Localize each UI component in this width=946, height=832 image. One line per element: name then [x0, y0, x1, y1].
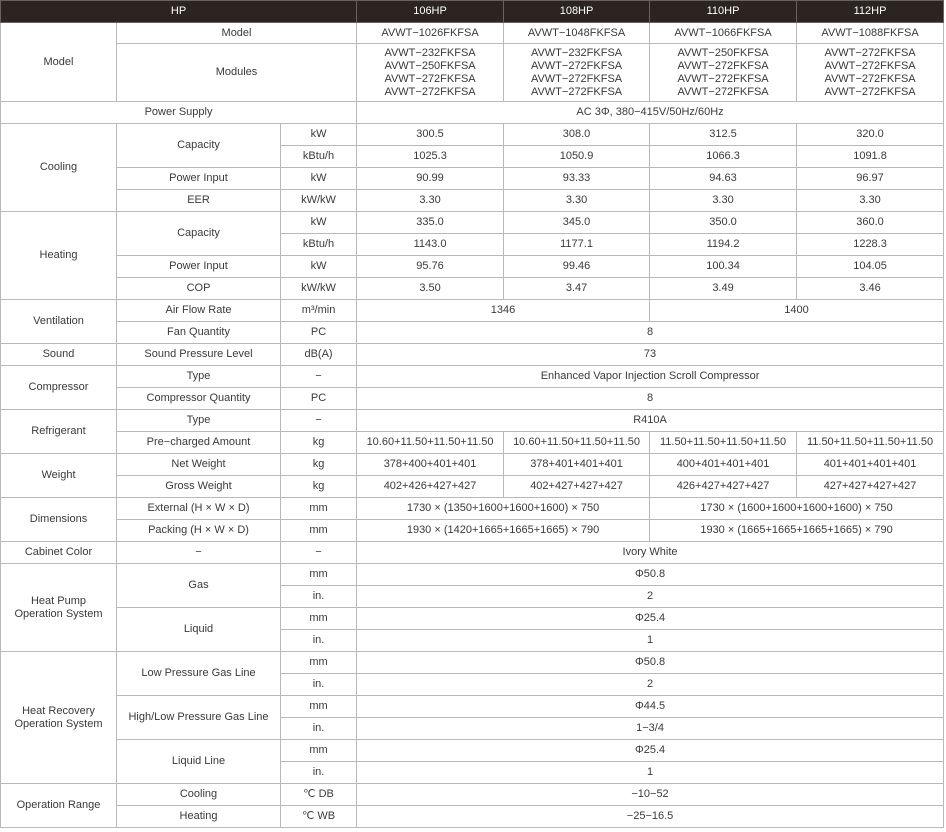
power-supply-value: AC 3Φ, 380−415V/50Hz/60Hz — [357, 102, 944, 124]
row-external-dimensions — [1, 498, 944, 520]
hp-liquid-in-value: 1 — [357, 630, 944, 652]
packing-dimensions-value: 1930 × (1420+1665+1665+1665) × 790 — [357, 520, 650, 542]
row-model — [1, 23, 944, 44]
group-refrigerant: Refrigerant — [1, 410, 117, 454]
header-row — [1, 1, 944, 23]
model-value: AVWT−1048FKFSA — [504, 23, 650, 44]
unit-cell: kg — [281, 454, 357, 476]
unit-cell: mm — [281, 564, 357, 586]
header-model-108hp: 108HP — [504, 1, 650, 23]
hr-hl-in-value: 1−3/4 — [357, 718, 944, 740]
label-high-low-pressure-gas-line: High/Low Pressure Gas Line — [117, 696, 281, 740]
label-low-pressure-gas-line: Low Pressure Gas Line — [117, 652, 281, 696]
cooling-capacity-kw: 320.0 — [797, 124, 944, 146]
row-heating-power-input — [1, 256, 944, 278]
row-precharged-amount — [1, 432, 944, 454]
group-cabinet-color: Cabinet Color — [1, 542, 117, 564]
row-cooling-power-input — [1, 168, 944, 190]
cooling-capacity-kbtu: 1066.3 — [650, 146, 797, 168]
label-heating-capacity: Capacity — [117, 212, 281, 256]
cooling-power-input: 94.63 — [650, 168, 797, 190]
refrigerant-type-value: R410A — [357, 410, 944, 432]
unit-cell: in. — [281, 586, 357, 608]
label-op-heating: Heating — [117, 806, 281, 828]
heating-capacity-kbtu: 1143.0 — [357, 234, 504, 256]
group-heat-pump: Heat Pump Operation System — [1, 564, 117, 652]
group-compressor: Compressor — [1, 366, 117, 410]
air-flow-rate-value: 1400 — [650, 300, 944, 322]
unit-cell: m³/min — [281, 300, 357, 322]
row-packing-dimensions — [1, 520, 944, 542]
gross-weight-value: 402+427+427+427 — [504, 476, 650, 498]
unit-cell: mm — [281, 498, 357, 520]
label-compressor-type: Type — [117, 366, 281, 388]
heating-cop: 3.47 — [504, 278, 650, 300]
row-hp-gas-mm — [1, 564, 944, 586]
unit-cell: kW/kW — [281, 190, 357, 212]
cooling-power-input: 90.99 — [357, 168, 504, 190]
row-hr-liq-mm — [1, 740, 944, 762]
unit-cell: in. — [281, 762, 357, 784]
row-cooling-capacity-kw — [1, 124, 944, 146]
row-air-flow-rate — [1, 300, 944, 322]
label-liquid-line: Liquid Line — [117, 740, 281, 784]
group-ventilation: Ventilation — [1, 300, 117, 344]
row-power-supply — [1, 102, 944, 124]
header-model-106hp: 106HP — [357, 1, 504, 23]
row-heating-cop — [1, 278, 944, 300]
row-cooling-eer — [1, 190, 944, 212]
group-cooling: Cooling — [1, 124, 117, 212]
unit-cell: PC — [281, 388, 357, 410]
row-modules — [1, 44, 944, 102]
unit-cell: − — [281, 542, 357, 564]
label-hp-liquid: Liquid — [117, 608, 281, 652]
label-heating-cop: COP — [117, 278, 281, 300]
modules-value: AVWT−250FKFSA AVWT−272FKFSA AVWT−272FKFSA AVWT−272FKFSA — [650, 44, 797, 102]
label-model: Model — [117, 23, 357, 44]
heating-cop: 3.46 — [797, 278, 944, 300]
model-value: AVWT−1066FKFSA — [650, 23, 797, 44]
row-hr-hl-mm — [1, 696, 944, 718]
cooling-capacity-kw: 312.5 — [650, 124, 797, 146]
unit-cell: kW — [281, 256, 357, 278]
cooling-capacity-kbtu: 1091.8 — [797, 146, 944, 168]
row-cabinet-color — [1, 542, 944, 564]
label-gross-weight: Gross Weight — [117, 476, 281, 498]
heating-capacity-kw: 350.0 — [650, 212, 797, 234]
modules-value: AVWT−232FKFSA AVWT−272FKFSA AVWT−272FKFSA AVWT−272FKFSA — [504, 44, 650, 102]
group-heating: Heating — [1, 212, 117, 300]
unit-cell: in. — [281, 718, 357, 740]
unit-cell: PC — [281, 322, 357, 344]
row-compressor-type — [1, 366, 944, 388]
unit-cell: mm — [281, 520, 357, 542]
label-sound-pressure: Sound Pressure Level — [117, 344, 281, 366]
header-model-110hp: 110HP — [650, 1, 797, 23]
op-heating-value: −25−16.5 — [357, 806, 944, 828]
model-value: AVWT−1026FKFSA — [357, 23, 504, 44]
unit-cell: kg — [281, 432, 357, 454]
row-gross-weight — [1, 476, 944, 498]
precharged-value: 11.50+11.50+11.50+11.50 — [797, 432, 944, 454]
heating-capacity-kw: 335.0 — [357, 212, 504, 234]
unit-cell: kW — [281, 124, 357, 146]
net-weight-value: 378+400+401+401 — [357, 454, 504, 476]
cooling-eer: 3.30 — [797, 190, 944, 212]
unit-cell: kg — [281, 476, 357, 498]
precharged-value: 10.60+11.50+11.50+11.50 — [357, 432, 504, 454]
group-weight: Weight — [1, 454, 117, 498]
heating-capacity-kw: 345.0 — [504, 212, 650, 234]
row-refrigerant-type — [1, 410, 944, 432]
label-air-flow-rate: Air Flow Rate — [117, 300, 281, 322]
row-net-weight — [1, 454, 944, 476]
hp-gas-mm-value: Φ50.8 — [357, 564, 944, 586]
external-dimensions-value: 1730 × (1350+1600+1600+1600) × 750 — [357, 498, 650, 520]
hr-lp-mm-value: Φ50.8 — [357, 652, 944, 674]
cooling-power-input: 93.33 — [504, 168, 650, 190]
unit-cell: ℃ DB — [281, 784, 357, 806]
unit-cell: kW — [281, 212, 357, 234]
cooling-capacity-kbtu: 1025.3 — [357, 146, 504, 168]
cooling-capacity-kbtu: 1050.9 — [504, 146, 650, 168]
heating-capacity-kbtu: 1177.1 — [504, 234, 650, 256]
heating-capacity-kbtu: 1194.2 — [650, 234, 797, 256]
label-refrigerant-type: Type — [117, 410, 281, 432]
hr-lp-in-value: 2 — [357, 674, 944, 696]
unit-cell: kBtu/h — [281, 146, 357, 168]
cooling-capacity-kw: 300.5 — [357, 124, 504, 146]
net-weight-value: 401+401+401+401 — [797, 454, 944, 476]
heating-capacity-kbtu: 1228.3 — [797, 234, 944, 256]
header-model-112hp: 112HP — [797, 1, 944, 23]
fan-quantity-value: 8 — [357, 322, 944, 344]
heating-capacity-kw: 360.0 — [797, 212, 944, 234]
heating-power-input: 95.76 — [357, 256, 504, 278]
label-fan-quantity: Fan Quantity — [117, 322, 281, 344]
compressor-quantity-value: 8 — [357, 388, 944, 410]
unit-cell: kW/kW — [281, 278, 357, 300]
unit-cell: − — [281, 410, 357, 432]
label-cooling-capacity: Capacity — [117, 124, 281, 168]
gross-weight-value: 402+426+427+427 — [357, 476, 504, 498]
row-op-heating — [1, 806, 944, 828]
packing-dimensions-value: 1930 × (1665+1665+1665+1665) × 790 — [650, 520, 944, 542]
heating-cop: 3.49 — [650, 278, 797, 300]
modules-value: AVWT−232FKFSA AVWT−250FKFSA AVWT−272FKFSA AVWT−272FKFSA — [357, 44, 504, 102]
heating-power-input: 100.34 — [650, 256, 797, 278]
row-heating-capacity-kw — [1, 212, 944, 234]
row-compressor-quantity — [1, 388, 944, 410]
label-heating-power-input: Power Input — [117, 256, 281, 278]
external-dimensions-value: 1730 × (1600+1600+1600+1600) × 750 — [650, 498, 944, 520]
label-cooling-eer: EER — [117, 190, 281, 212]
group-sound: Sound — [1, 344, 117, 366]
row-hp-liquid-mm — [1, 608, 944, 630]
label-cooling-power-input: Power Input — [117, 168, 281, 190]
hr-liq-in-value: 1 — [357, 762, 944, 784]
cooling-power-input: 96.97 — [797, 168, 944, 190]
label-op-cooling: Cooling — [117, 784, 281, 806]
label-packing: Packing (H × W × D) — [117, 520, 281, 542]
cooling-eer: 3.30 — [650, 190, 797, 212]
hr-hl-mm-value: Φ44.5 — [357, 696, 944, 718]
net-weight-value: 378+401+401+401 — [504, 454, 650, 476]
row-hr-lp-mm — [1, 652, 944, 674]
cabinet-color-value: Ivory White — [357, 542, 944, 564]
unit-cell: mm — [281, 608, 357, 630]
unit-cell: mm — [281, 652, 357, 674]
gross-weight-value: 427+427+427+427 — [797, 476, 944, 498]
precharged-value: 10.60+11.50+11.50+11.50 — [504, 432, 650, 454]
unit-cell: ℃ WB — [281, 806, 357, 828]
label-hp-gas: Gas — [117, 564, 281, 608]
group-dimensions: Dimensions — [1, 498, 117, 542]
unit-cell: in. — [281, 630, 357, 652]
sound-value: 73 — [357, 344, 944, 366]
net-weight-value: 400+401+401+401 — [650, 454, 797, 476]
unit-cell: kBtu/h — [281, 234, 357, 256]
unit-cell: kW — [281, 168, 357, 190]
label-precharged-amount: Pre−charged Amount — [117, 432, 281, 454]
unit-cell: mm — [281, 696, 357, 718]
header-hp: HP — [1, 1, 357, 23]
heating-cop: 3.50 — [357, 278, 504, 300]
hp-liquid-mm-value: Φ25.4 — [357, 608, 944, 630]
heating-power-input: 104.05 — [797, 256, 944, 278]
row-op-cooling — [1, 784, 944, 806]
label-net-weight: Net Weight — [117, 454, 281, 476]
precharged-value: 11.50+11.50+11.50+11.50 — [650, 432, 797, 454]
label-compressor-quantity: Compressor Quantity — [117, 388, 281, 410]
hr-liq-mm-value: Φ25.4 — [357, 740, 944, 762]
unit-cell: mm — [281, 740, 357, 762]
unit-cell: dB(A) — [281, 344, 357, 366]
row-fan-quantity — [1, 322, 944, 344]
unit-cell: − — [281, 366, 357, 388]
label-modules: Modules — [117, 44, 357, 102]
air-flow-rate-value: 1346 — [357, 300, 650, 322]
label-power-supply: Power Supply — [1, 102, 357, 124]
group-operation-range: Operation Range — [1, 784, 117, 828]
cooling-eer: 3.30 — [357, 190, 504, 212]
compressor-type-value: Enhanced Vapor Injection Scroll Compressor — [357, 366, 944, 388]
group-heat-recovery: Heat Recovery Operation System — [1, 652, 117, 784]
group-model: Model — [1, 23, 117, 102]
row-sound — [1, 344, 944, 366]
unit-cell: in. — [281, 674, 357, 696]
cooling-capacity-kw: 308.0 — [504, 124, 650, 146]
cooling-eer: 3.30 — [504, 190, 650, 212]
label-external: External (H × W × D) — [117, 498, 281, 520]
op-cooling-value: −10−52 — [357, 784, 944, 806]
modules-value: AVWT−272FKFSA AVWT−272FKFSA AVWT−272FKFSA AVWT−272FKFSA — [797, 44, 944, 102]
hp-gas-in-value: 2 — [357, 586, 944, 608]
label-cabinet-color: − — [117, 542, 281, 564]
model-value: AVWT−1088FKFSA — [797, 23, 944, 44]
heating-power-input: 99.46 — [504, 256, 650, 278]
gross-weight-value: 426+427+427+427 — [650, 476, 797, 498]
